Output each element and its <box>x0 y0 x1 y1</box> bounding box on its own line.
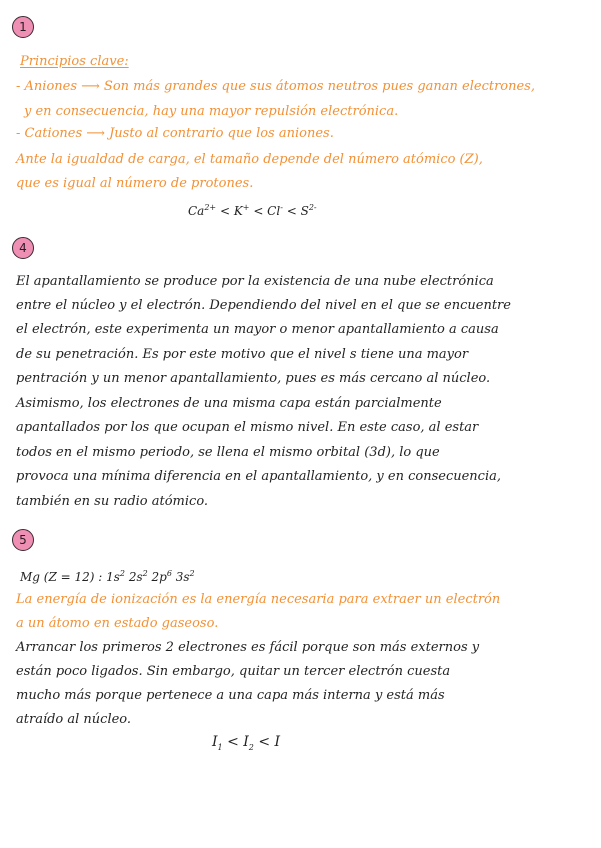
definition-line: La energía de ionización es la energía necesaria para extraer un electrón <box>16 592 501 607</box>
text-line: apantallados por los que ocupan el mismo nivel. En este caso, al estar <box>16 420 479 435</box>
text-line: Asimismo, los electrones de una misma capa están parcialmente <box>16 396 442 411</box>
ionization-energy-order-formula: $I_1 < I_2 < I$ <box>212 734 281 752</box>
text-line: están poco ligados. Sin embargo, quitar un tercer electrón cuesta <box>16 664 451 679</box>
text-line: - Cationes ⟶ Justo al contrario que los aniones. <box>16 126 334 141</box>
text-line: el electrón, este experimenta un mayor o menor apantallamiento a causa <box>16 322 499 337</box>
section-number: 4 <box>19 241 27 255</box>
text-line: Ante la igualdad de carga, el tamaño depende del número atómico (Z), <box>16 152 483 167</box>
text-line: El apantallamiento se produce por la existencia de una nube electrónica <box>16 274 494 289</box>
electron-configuration: Mg (Z = 12) : $1s^2$ $2s^2$ $2p^6$ $3s^2$ <box>20 569 195 584</box>
text-line: mucho más porque pertenece a una capa más interna y está más <box>16 688 445 703</box>
section-number: 5 <box>19 533 27 547</box>
section-number-badge <box>12 529 34 551</box>
ionic-radius-order-formula: $Ca^{2+} < K^+ < Cl^- < S^{2-}$ <box>188 203 317 218</box>
section-heading: Principios clave: <box>20 54 129 69</box>
section-number-badge <box>12 237 34 259</box>
text-line: también en su radio atómico. <box>16 494 209 509</box>
text-line: todos en el mismo periodo, se llena el mismo orbital (3d), lo que <box>16 445 440 460</box>
text-line: - Aniones ⟶ Son más grandes que sus átomos neutros pues ganan electrones, <box>16 79 535 94</box>
text-line: atraído al núcleo. <box>16 712 132 727</box>
section-number: 1 <box>19 20 27 34</box>
text-line: de su penetración. Es por este motivo que el nivel s tiene una mayor <box>16 347 469 362</box>
text-line: provoca una mínima diferencia en el apantallamiento, y en consecuencia, <box>16 469 501 484</box>
definition-line: a un átomo en estado gaseoso. <box>16 616 219 631</box>
text-line: entre el núcleo y el electrón. Dependiendo del nivel en el que se encuentre <box>16 298 511 313</box>
text-line: pentración y un menor apantallamiento, pues es más cercano al núcleo. <box>16 371 491 386</box>
text-line: Arrancar los primeros 2 electrones es fácil porque son más externos y <box>16 640 480 655</box>
section-number-badge <box>12 16 34 38</box>
text-line: que es igual al número de protones. <box>16 176 254 191</box>
text-line: y en consecuencia, hay una mayor repulsión electrónica. <box>24 104 399 119</box>
